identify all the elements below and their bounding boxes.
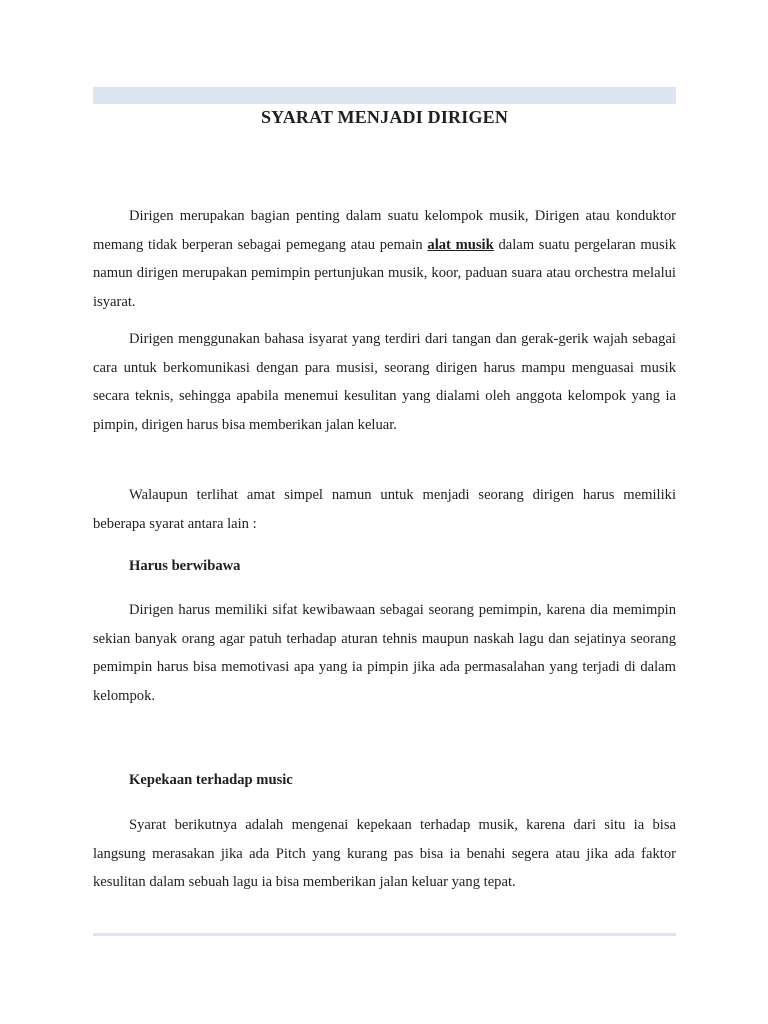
footer-rule: [93, 933, 676, 936]
paragraph-intro-text-2: dalam suatu pergelaran musik namun dirigen merupakan pemimpin pertunjukan musik, koor, paduan suara atau orchestra melalui isyarat.: [93, 236, 676, 310]
paragraph-berwibawa: Dirigen harus memiliki sifat kewibawaan sebagai seorang pemimpin, karena dia memimpin sekian banyak orang agar patuh terhadap aturan tehnis maupun naskah lagu dan sejatinya seorang pemimpin harus bisa memotivasi apa yang ia pimpin jika ada permasalahan yang terjadi di dalam kelompok.: [93, 602, 676, 704]
paragraph-bahasa-isyarat: Dirigen menggunakan bahasa isyarat yang terdiri dari tangan dan gerak-gerik wajah sebagai cara untuk berkomunikasi dengan para musisi, seorang dirigen harus mampu menguasai musik secara teknis, sehingga apabila menemui kesulitan yang dialami oleh anggota kelompok yang ia pimpin, dirigen harus bisa memberikan jalan keluar.: [93, 331, 676, 433]
paragraph-syarat-intro: Walaupun terlihat amat simpel namun untuk menjadi seorang dirigen harus memiliki beberapa syarat antara lain :: [93, 487, 676, 532]
paragraph-kepekaan: Syarat berikutnya adalah mengenai kepekaan terhadap musik, karena dari situ ia bisa langsung merasakan jika ada Pitch yang kurang pas bisa ia benahi segera atau jika ada faktor kesulitan dalam sebuah lagu ia bisa memberikan jalan keluar yang tepat.: [93, 817, 676, 890]
paragraph-intro: [93, 202, 676, 316]
heading-kepekaan-music: Kepekaan terhadap music: [129, 772, 293, 788]
paragraph-intro-text-1: Dirigen merupakan bagian penting dalam suatu kelompok musik, Dirigen atau konduktor memang tidak berperan sebagai pemegang atau pemain: [93, 208, 676, 253]
document-title: SYARAT MENJADI DIRIGEN: [260, 107, 509, 127]
header-band: [93, 87, 676, 104]
alat-musik-link[interactable]: alat musik: [427, 236, 494, 253]
heading-harus-berwibawa: Harus berwibawa: [129, 558, 241, 574]
